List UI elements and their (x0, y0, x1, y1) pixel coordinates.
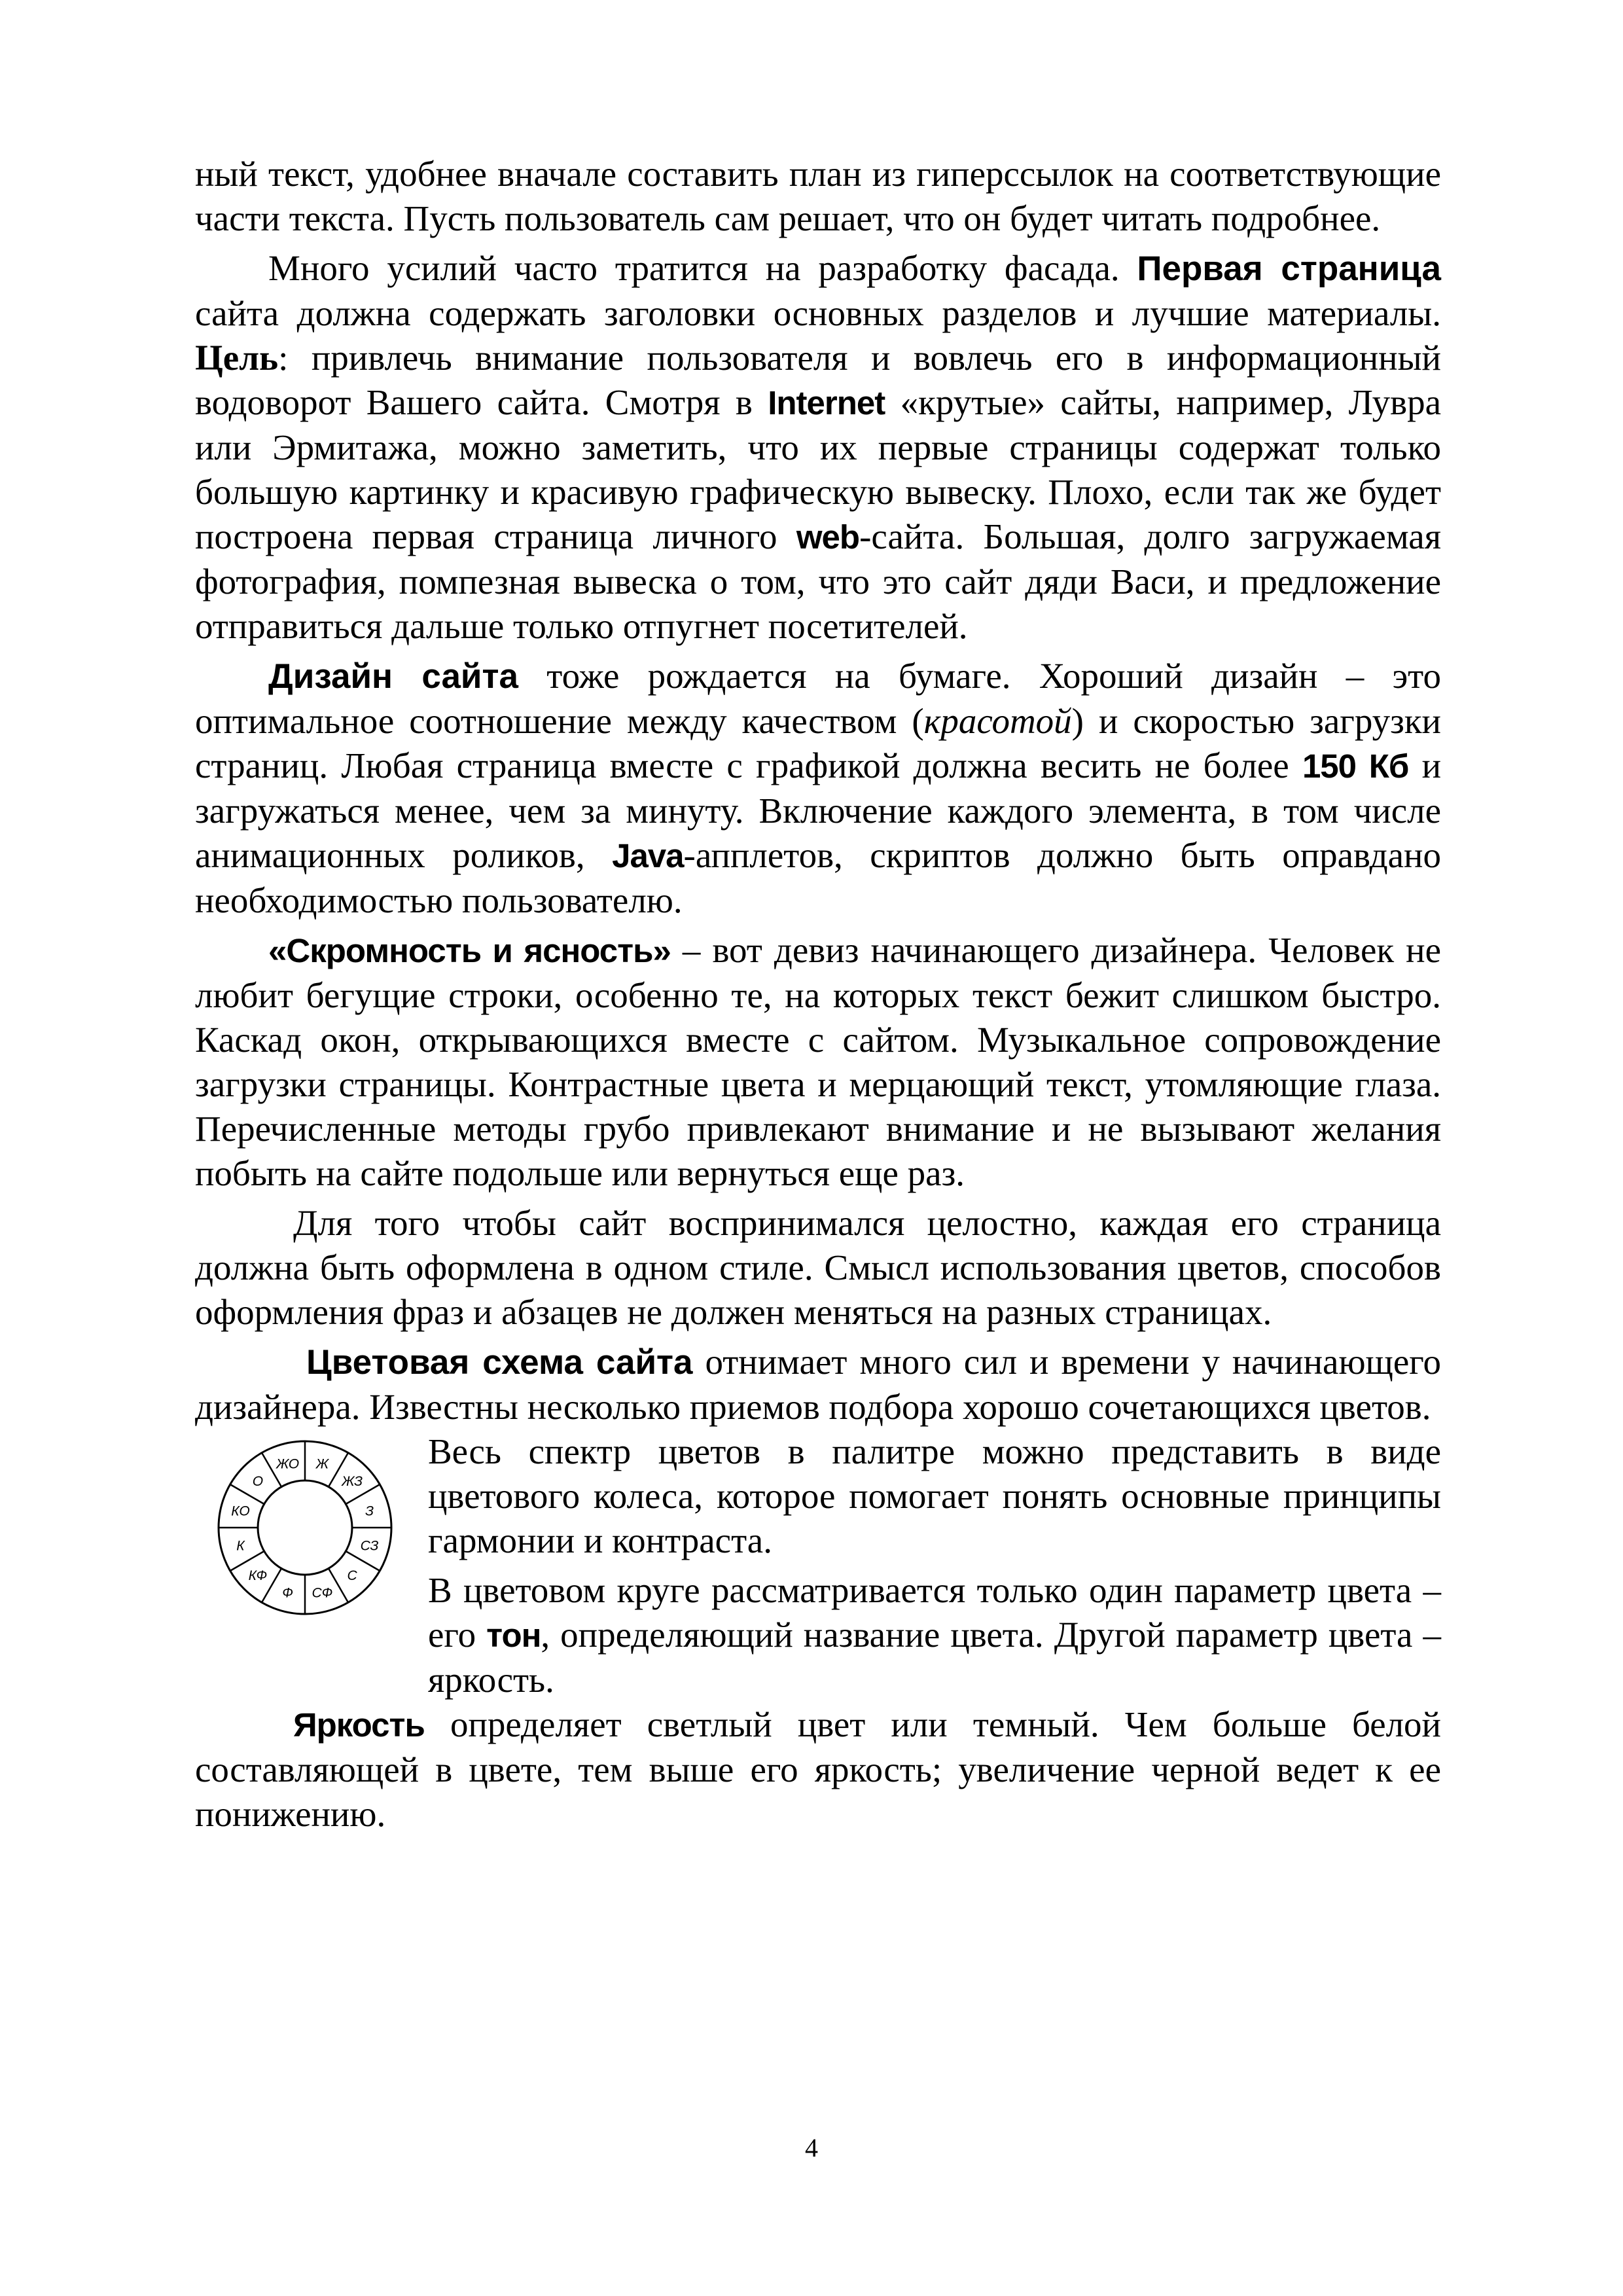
paragraph-5: Для того чтобы сайт воспринимался целостно, каждая его страница должна быть оформлена в одном стиле. Смысл использования цветов, способов оформления фраз и абзацев не должен меняться на разных страницах. (195, 1203, 1441, 1332)
bold-term-150kb: 150 Кб (1302, 747, 1409, 785)
body-text (195, 152, 1441, 1837)
wheel-sector-label: СЗ (360, 1538, 379, 1554)
wheel-sector-label: О (252, 1473, 264, 1489)
italic-term-beauty: красотой (923, 701, 1072, 741)
bold-term-first-page: Первая страница (1137, 249, 1441, 288)
color-wheel-description (428, 1429, 1441, 1702)
bold-term-color-scheme: Цветовая схема сайта (306, 1343, 693, 1382)
bold-term-tone: тон (486, 1617, 541, 1654)
wheel-sector-label: СФ (312, 1585, 333, 1601)
wheel-sector-label: З (365, 1503, 374, 1519)
bold-term-web: web (796, 518, 860, 556)
color-wheel-figure (213, 1436, 397, 1619)
wheel-sector-label: К (236, 1538, 245, 1554)
wheel-sector-label: С (347, 1568, 357, 1584)
page-number: 4 (805, 2133, 818, 2162)
wheel-sector-label: ЖЗ (342, 1473, 363, 1489)
wheel-sector-label: КФ (248, 1568, 268, 1584)
color-wheel-section (195, 1429, 1441, 1702)
paragraph-8: В цветовом круге рассматривается только один параметр цвета – его тон, определяющий название цвета. Другой параметр цвета – яркость. (428, 1570, 1441, 1700)
paragraph-4: «Скромность и ясность» – вот девиз начинающего дизайнера. Человек не любит бегущие строки, особенно те, на которых текст бежит слишком быстро. Каскад окон, открывающихся вместе с сайтом. Музыкальное сопровождение загрузки страницы. Контрастные цвета и мерцающий текст, утомляющие глаза. Перечисленные методы грубо привлекают внимание и не вызывают желания побыть на сайте подольше или вернуться еще раз. (195, 930, 1441, 1193)
paragraph-1: ный текст, удобнее вначале составить план из гиперссылок на соответствующие части текста. Пусть пользователь сам решает, что он будет читать подробнее. (195, 154, 1441, 238)
bold-term-motto: «Скромность и ясность» (268, 932, 671, 969)
paragraph-3: Дизайн сайта тоже рождается на бумаге. Хороший дизайн – это оптимальное соотношение между качеством (красотой) и скоростью загрузки страниц. Любая страница вместе с графикой должна весить не более 150 Кб и загружаться менее, чем за минуту. Включение каждого элемента, в том числе анимационных роликов, Java-апплетов, скриптов должно быть оправдано необходимостью пользователю. (195, 656, 1442, 920)
wheel-sector-label: Ж (315, 1456, 329, 1472)
wheel-sector-label: КО (231, 1503, 250, 1519)
paragraph-9: Яркость определяет светлый цвет или темный. Чем больше белой составляющей в цвете, тем выше его яркость; увеличение черной ведет к ее понижению. (195, 1704, 1441, 1834)
paragraph-7: Весь спектр цветов в палитре можно представить в виде цветового колеса, которое помогает понять основные принципы гармонии и контраста. (428, 1431, 1441, 1560)
wheel-sector-label: ЖО (276, 1456, 300, 1472)
bold-term-site-design: Дизайн сайта (268, 657, 518, 696)
bold-term-brightness: Яркость (293, 1706, 425, 1744)
bold-term-internet: Internet (768, 384, 885, 422)
paragraph-6: Цветовая схема сайта отнимает много сил и времени у начинающего дизайнера. Известны несколько приемов подбора хорошо сочетающихся цветов. (195, 1342, 1441, 1427)
bold-term-goal: Цель (195, 338, 279, 378)
wheel-sector-label: Ф (282, 1585, 293, 1601)
bold-term-java: Java (612, 837, 684, 874)
paragraph-2: Много усилий часто тратится на разработку фасада. Первая страница сайта должна содержать заголовки основных разделов и лучшие материалы. Цель: привлечь внимание пользователя и вовлечь его в информационный водоворот Вашего сайта. Смотря в Internet «крутые» сайты, например, Лувра или Эрмитажа, можно заметить, что их первые страницы содержат только большую картинку и красивую графическую вывеску. Плохо, если так же будет построена первая страница личного web-сайта. Большая, долго загружаемая фотография, помпезная вывеска о том, что это сайт дяди Васи, и предложение отправиться дальше только отпугнет посетителей. (195, 248, 1441, 646)
